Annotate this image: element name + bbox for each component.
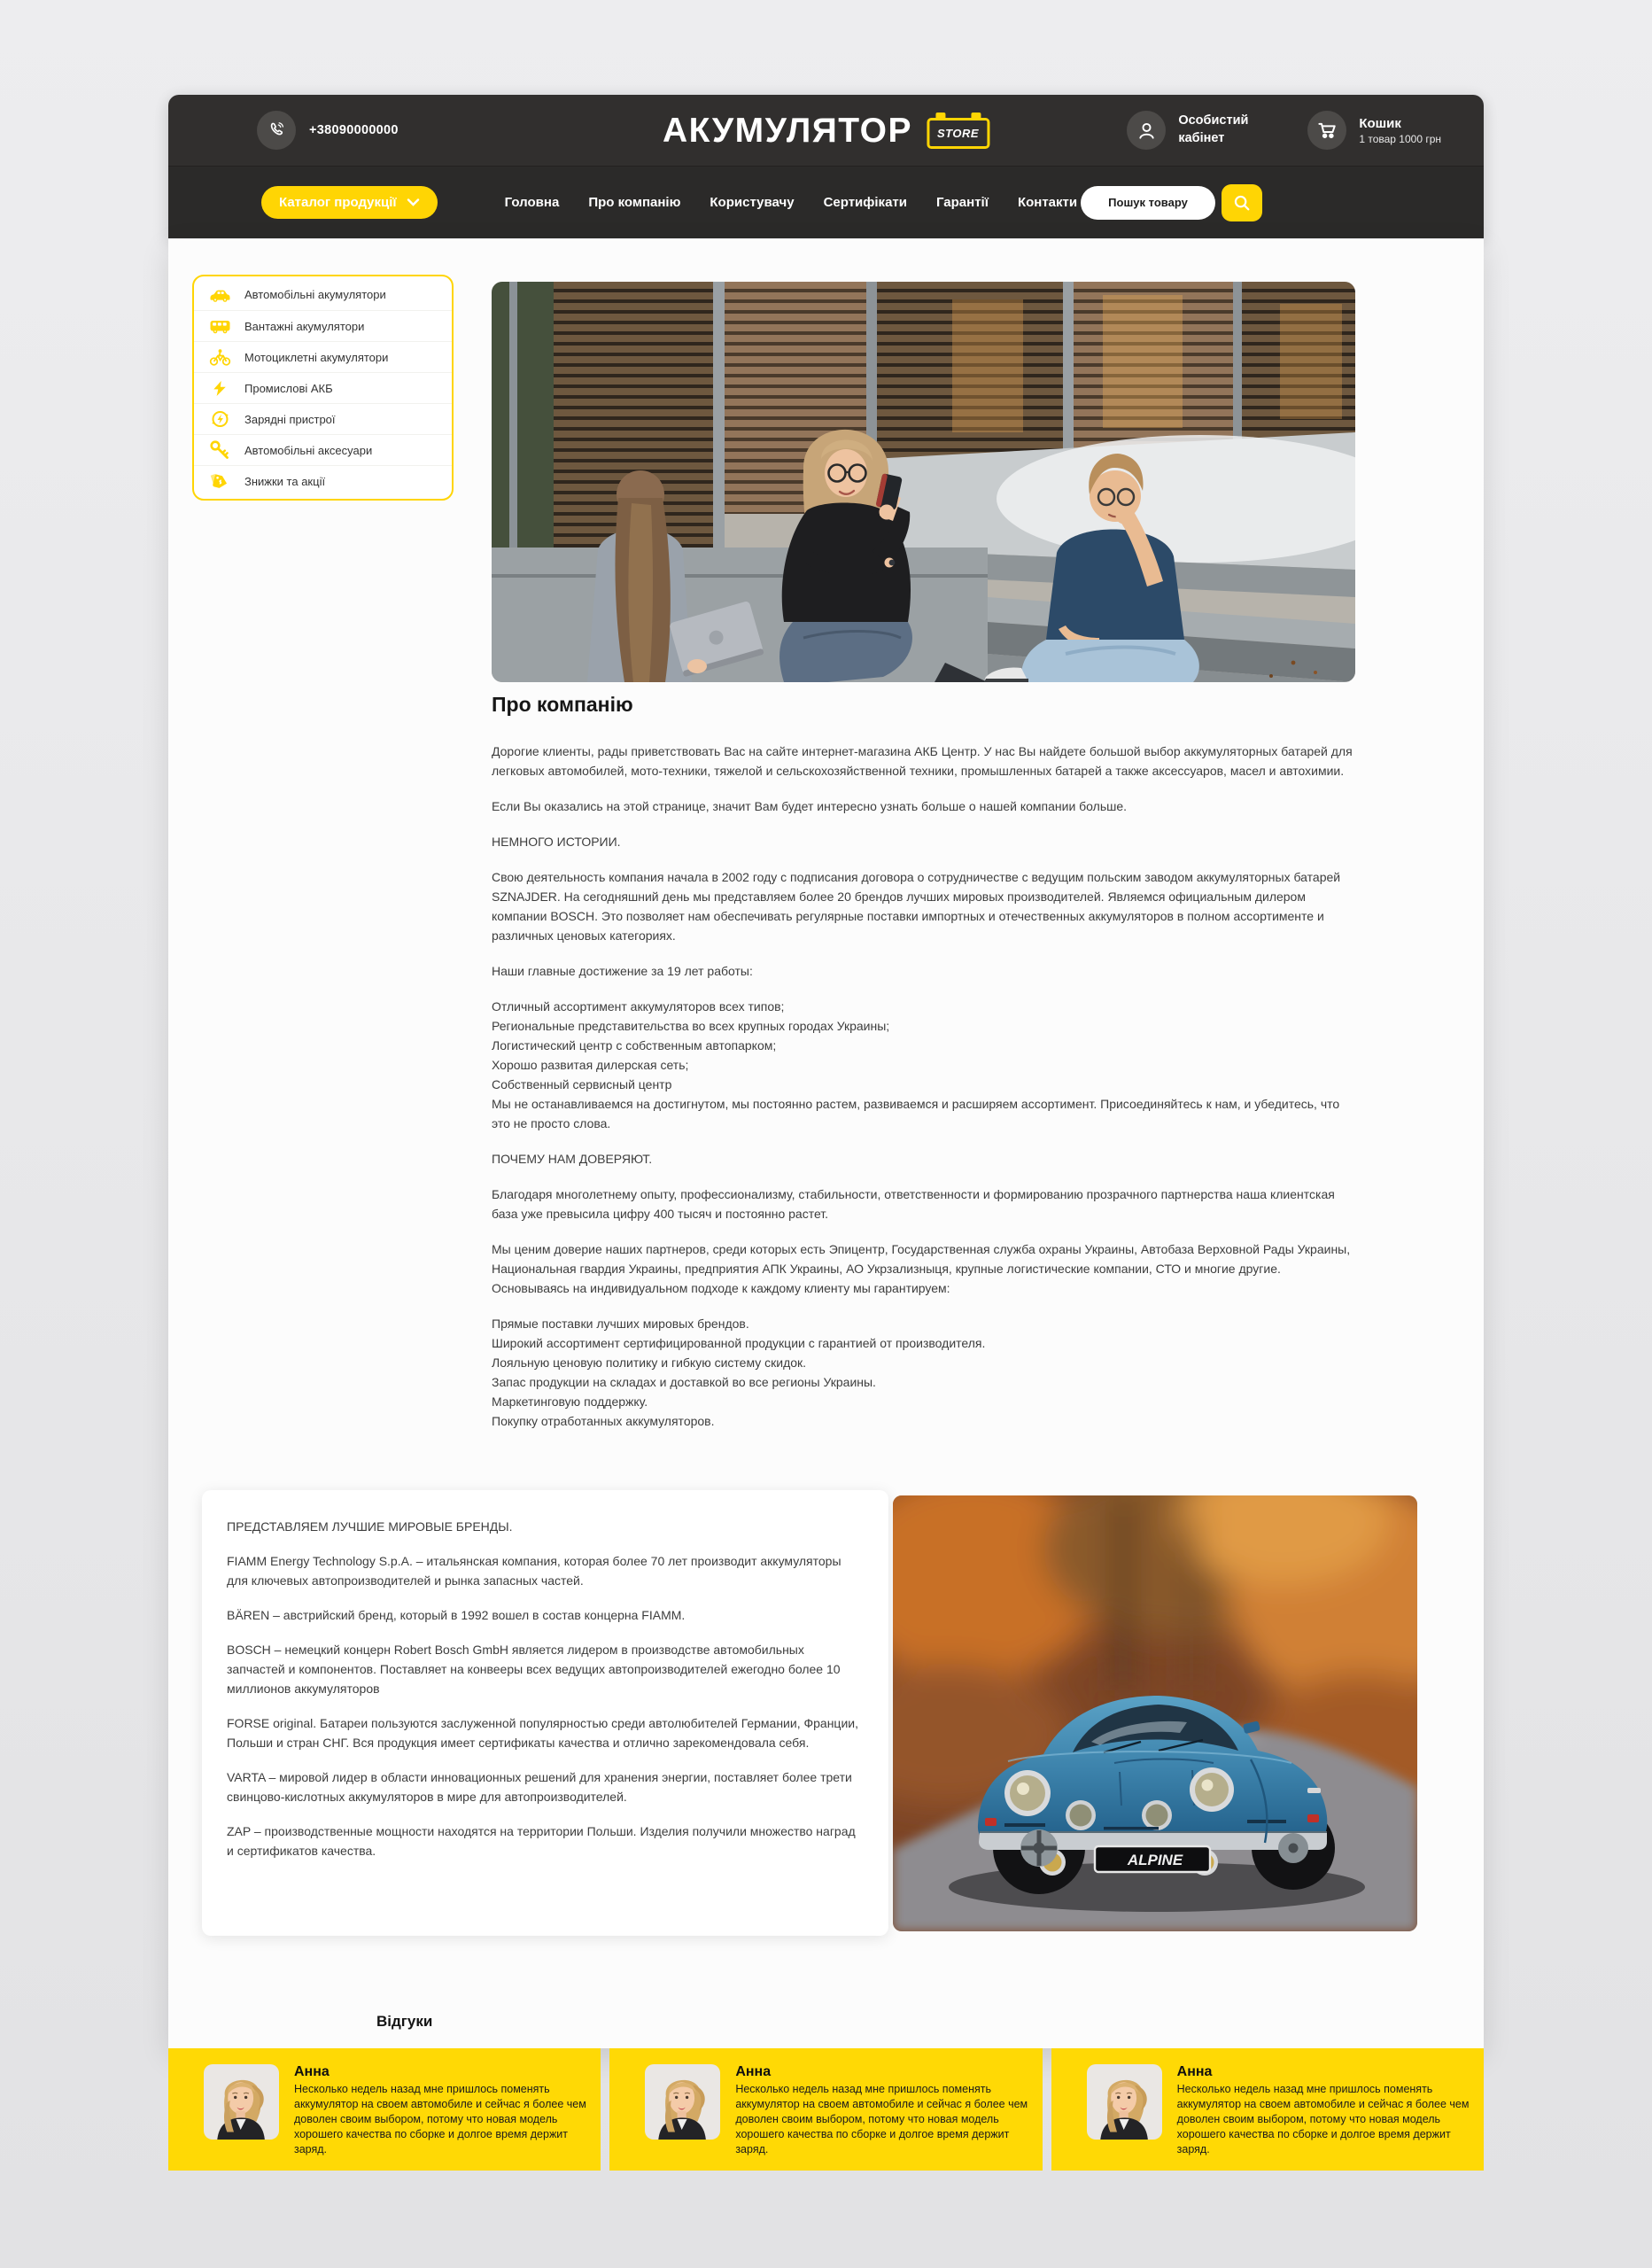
catalog-sidebar bbox=[192, 275, 454, 501]
review-card bbox=[168, 2048, 601, 2171]
car-image bbox=[893, 1495, 1417, 1931]
search-button[interactable] bbox=[1222, 184, 1262, 221]
avatar bbox=[204, 2064, 279, 2140]
sidebar-item-label: Вантажні акумулятори bbox=[244, 319, 365, 333]
magnifier-icon bbox=[1232, 193, 1252, 213]
sidebar-item-truck-batteries[interactable] bbox=[194, 310, 452, 341]
site-header bbox=[168, 95, 1484, 239]
sidebar-item-sales[interactable] bbox=[194, 465, 452, 496]
brand-paragraph-baren: BÄREN – австрийский бренд, который в 1992 вошел в состав концерна FIAMM. bbox=[227, 1608, 686, 1622]
license-plate-text: ALPINE bbox=[1127, 1852, 1183, 1868]
chevron-down-icon bbox=[407, 198, 420, 206]
sidebar-item-moto-batteries[interactable] bbox=[194, 341, 452, 372]
cart-summary: 1 товар 1000 грн bbox=[1359, 132, 1441, 145]
cart-label: Кошик bbox=[1359, 115, 1401, 131]
nav-item-warranty[interactable]: Гарантії bbox=[935, 195, 989, 210]
battery-badge-icon bbox=[927, 118, 989, 149]
about-paragraph: Наши главные достижение за 19 лет работы: bbox=[492, 964, 753, 978]
sidebar-item-car-batteries[interactable] bbox=[194, 279, 452, 310]
review-text: Несколько недель назад мне пришлось поменять аккумулятор на своем автомобиле и сейчас я более чем доволен своим выбором, потому что новая модель хорошего качества по сборке и долгое время держит заряд. bbox=[735, 2082, 1028, 2155]
reviewer-name: Анна bbox=[735, 2064, 772, 2079]
brand-paragraph-bosch: BOSCH – немецкий концерн Robert Bosch GmbH является лидером в производстве автомобильных запчастей и компонентов. Поставляет на конвееры всех ведущих автопроизводителей ежегодно более 10 миллионов аккумуляторов bbox=[227, 1643, 841, 1696]
list-item: Логистический центр с собственным автопарком; bbox=[492, 1038, 777, 1052]
nav-item-customer[interactable]: Користувачу bbox=[710, 195, 795, 210]
list-item: Маркетинговую поддержку. bbox=[492, 1394, 648, 1409]
people-on-steps-illustration bbox=[492, 282, 1355, 682]
nav-item-home[interactable]: Головна bbox=[504, 195, 560, 210]
list-item: Отличный ассортимент аккумуляторов всех типов; bbox=[492, 999, 785, 1014]
list-item: Прямые поставки лучших мировых брендов. bbox=[492, 1317, 749, 1331]
key-icon bbox=[206, 439, 233, 461]
about-paragraph: Если Вы оказались на этой странице, значит Вам будет интересно узнать больше о нашей компании больше. bbox=[492, 799, 1128, 813]
list-item: Широкий ассортимент сертифицированной продукции с гарантией от производителя. bbox=[492, 1336, 986, 1350]
nav-item-about[interactable]: Про компанію bbox=[588, 195, 681, 210]
car-icon bbox=[206, 286, 233, 304]
sale-tags-icon bbox=[206, 471, 233, 492]
reviewer-name: Анна bbox=[294, 2064, 330, 2079]
about-subheading-history: НЕМНОГО ИСТОРИИ. bbox=[492, 835, 621, 849]
catalog-button[interactable] bbox=[261, 186, 438, 219]
about-section bbox=[492, 693, 1355, 1447]
brand-paragraph-zap: ZAP – производственные мощности находятся на территории Польши. Изделия получили множество наград и сертификатов качества. bbox=[227, 1824, 856, 1858]
nav-item-contacts[interactable]: Контакти bbox=[1017, 195, 1078, 210]
motorcycle-icon bbox=[206, 348, 233, 366]
blue-alpine-car-illustration bbox=[893, 1495, 1417, 1931]
list-item: Запас продукции на складах и доставкой во все регионы Украины. bbox=[492, 1375, 876, 1389]
sidebar-item-industrial[interactable] bbox=[194, 372, 452, 403]
list-item: Региональные представительства во всех крупных городах Украины; bbox=[492, 1019, 890, 1033]
logo[interactable] bbox=[663, 95, 989, 167]
reviews-band bbox=[168, 2048, 1484, 2171]
user-icon bbox=[1127, 111, 1166, 150]
sidebar-item-accessories[interactable] bbox=[194, 434, 452, 465]
cart-icon bbox=[1307, 111, 1346, 150]
achievements-list bbox=[492, 997, 1355, 1133]
list-item: Мы не останавливаемся на достигнутом, мы постоянно растем, развиваемся и расширяем ассортимент. Присоединяйтесь к нам, и убедитесь, что это не просто слова. bbox=[492, 1097, 1340, 1130]
nav-links bbox=[505, 195, 1077, 210]
about-paragraph: Мы ценим доверие наших партнеров, среди которых есть Эпицентр, Государственная служба охраны Украины, Автобаза Верховной Рады Украины, Национальная гвардия Украины, предприятия АПК Украины, АО Укрзализныця, крупные логистические компании, СТО и многие другие. Основываясь на индивидуальном подходе к каждому клиенту мы гарантируем: bbox=[492, 1242, 1351, 1295]
sidebar-item-label: Автомобільні акумулятори bbox=[244, 288, 386, 301]
truck-icon bbox=[206, 317, 233, 335]
brand-paragraph-varta: VARTA – мировой лидер в области инновационных решений для хранения энергии, поставляет более трети свинцово-кислотных аккумуляторов в мире для автопроизводителей. bbox=[227, 1770, 852, 1804]
avatar bbox=[645, 2064, 720, 2140]
hero-image bbox=[492, 282, 1355, 682]
charger-icon bbox=[206, 409, 233, 429]
account-label: Особистий кабінет bbox=[1178, 113, 1249, 145]
sidebar-item-label: Промислові АКБ bbox=[244, 381, 333, 395]
search-block bbox=[1081, 184, 1262, 221]
brand-paragraph-forse: FORSE original. Батареи пользуются заслуженной популярностью среди автолюбителей Германии, Франции, Польши и стран СНГ. Вся продукция имеет сертификаты качества и отлично зарекомендовала себя. bbox=[227, 1716, 858, 1750]
page-title: Про компанію bbox=[492, 693, 633, 716]
phone-block[interactable] bbox=[257, 111, 399, 150]
list-item: Собственный сервисный центр bbox=[492, 1077, 672, 1091]
header-right bbox=[1127, 111, 1441, 150]
review-card bbox=[1051, 2048, 1484, 2171]
nav-item-certificates[interactable]: Сертифікати bbox=[823, 195, 907, 210]
sidebar-item-label: Знижки та акції bbox=[244, 474, 326, 488]
search-input[interactable] bbox=[1081, 186, 1215, 220]
about-paragraph: Благодаря многолетнему опыту, профессионализму, стабильности, ответственности и формированию прозрачного партнерства наша клиентская база уже превысила цифру 400 тысяч и постоянно растет. bbox=[492, 1187, 1335, 1221]
cart-button[interactable] bbox=[1307, 111, 1441, 150]
review-text: Несколько недель назад мне пришлось поменять аккумулятор на своем автомобиле и сейчас я более чем доволен своим выбором, потому что новая модель хорошего качества по сборке и долгое время держит заряд. bbox=[1176, 2082, 1470, 2155]
about-paragraph: Дорогие клиенты, рады приветствовать Вас на сайте интернет-магазина АКБ Центр. У нас Вы найдете большой выбор аккумуляторных батарей для легковых автомобилей, мото-техники, тяжелой и сельскохозяйственной техники, промышленных батарей а также аксессуаров, масел и автохимии. bbox=[492, 744, 1353, 778]
list-item: Лояльную ценовую политику и гибкую систему скидок. bbox=[492, 1355, 807, 1370]
main-nav bbox=[168, 167, 1484, 238]
review-text: Несколько недель назад мне пришлось поменять аккумулятор на своем автомобиле и сейчас я более чем доволен своим выбором, потому что новая модель хорошего качества по сборке и долгое время держит заряд. bbox=[294, 2082, 586, 2155]
list-item: Покупку отработанных аккумуляторов. bbox=[492, 1414, 715, 1428]
reviewer-name: Анна bbox=[1176, 2064, 1213, 2079]
avatar bbox=[1087, 2064, 1162, 2140]
catalog-button-label: Каталог продукції bbox=[279, 195, 397, 210]
guarantees-list bbox=[492, 1314, 1355, 1431]
reviews-title: Відгуки bbox=[376, 2013, 433, 2030]
logo-text: АКУМУЛЯТОР bbox=[662, 111, 912, 150]
sidebar-item-label: Зарядні пристрої bbox=[244, 412, 336, 426]
sidebar-item-label: Автомобільні аксесуари bbox=[244, 443, 373, 457]
list-item: Хорошо развитая дилерская сеть; bbox=[492, 1058, 689, 1072]
sidebar-item-label: Мотоциклетні акумулятори bbox=[244, 350, 389, 364]
main-content-panel bbox=[168, 239, 1484, 2048]
sidebar-item-chargers[interactable] bbox=[194, 403, 452, 434]
logo-badge-label: STORE bbox=[937, 127, 980, 140]
about-subheading-trust: ПОЧЕМУ НАМ ДОВЕРЯЮТ. bbox=[492, 1152, 653, 1166]
brand-paragraph-fiamm: FIAMM Energy Technology S.p.A. – итальянская компания, которая более 70 лет производит аккумуляторы для ключевых автопроизводителей и рынка запасных частей. bbox=[227, 1554, 842, 1588]
about-paragraph: Свою деятельность компания начала в 2002 году с подписания договора о сотрудничестве с ведущим польским заводом аккумуляторных батарей SZNAJDER. На сегодняшний день мы представляем более 20 брендов лучших мировых производителей. Являемся официальным дилером компании BOSCH. Это позволяет нам обеспечивать регулярные поставки импортных и отечественных аккумуляторов в полном ассортименте и различных ценовых категориях. bbox=[492, 870, 1341, 943]
brands-heading: ПРЕДСТАВЛЯЕМ ЛУЧШИЕ МИРОВЫЕ БРЕНДЫ. bbox=[227, 1519, 513, 1534]
review-card bbox=[609, 2048, 1042, 2171]
account-button[interactable] bbox=[1127, 111, 1261, 150]
brands-card bbox=[202, 1490, 888, 1936]
phone-icon bbox=[257, 111, 296, 150]
header-top-row bbox=[168, 95, 1484, 167]
phone-number[interactable]: +38090000000 bbox=[309, 123, 399, 137]
lightning-icon bbox=[206, 379, 233, 398]
